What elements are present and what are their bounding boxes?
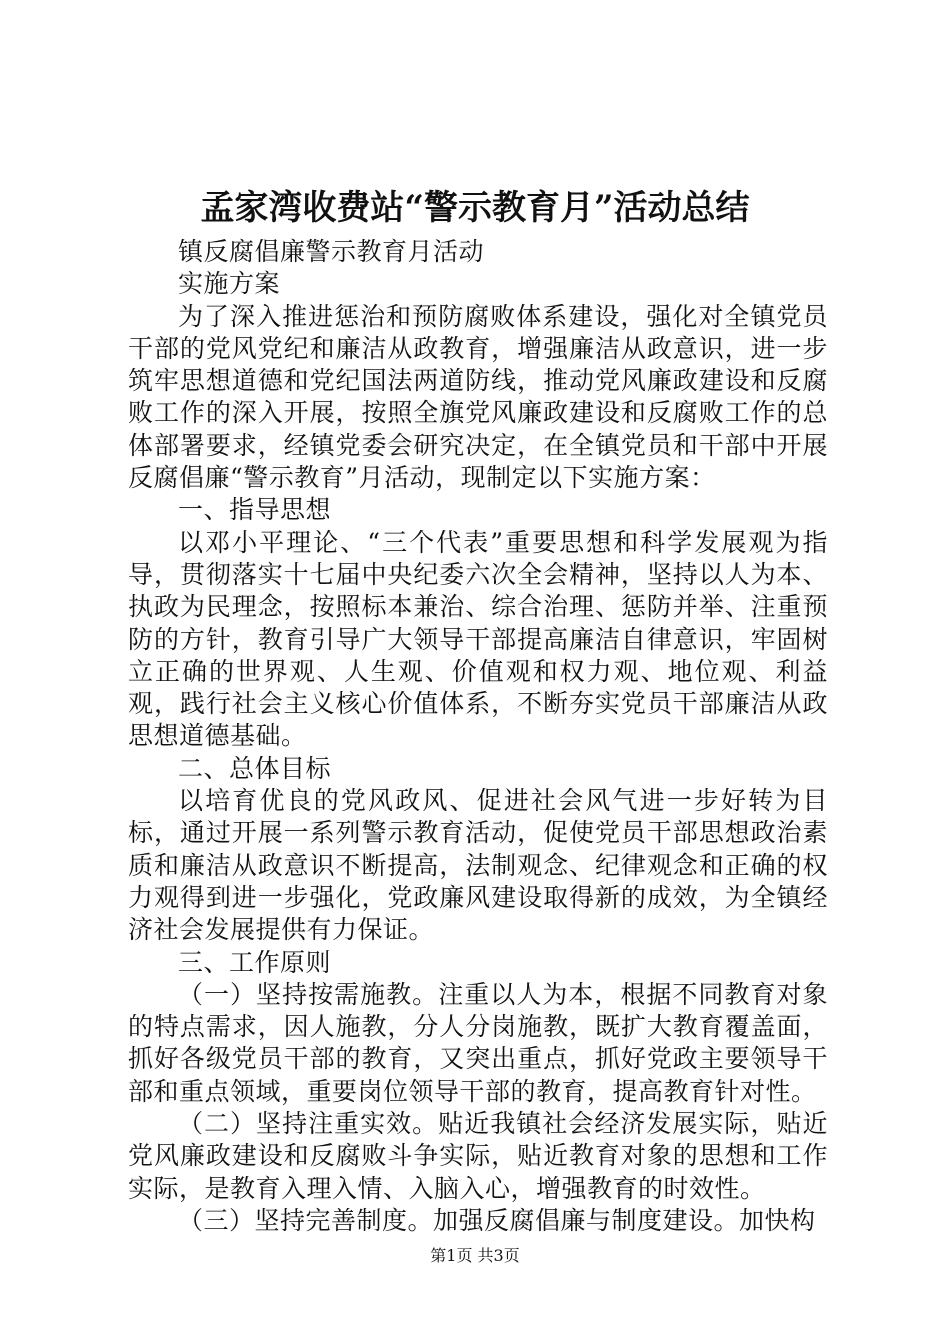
document-title: 孟家湾收费站“警示教育月”活动总结 xyxy=(200,188,750,228)
section-heading-work-principles: 三、工作原则 xyxy=(178,947,332,977)
paragraph-subtitle-2: 实施方案 xyxy=(178,269,281,299)
section-heading-guiding-ideology: 一、指导思想 xyxy=(178,495,332,525)
paragraph-subtitle-1: 镇反腐倡廉警示教育月活动 xyxy=(178,237,485,266)
section-heading-overall-goal: 二、总体目标 xyxy=(178,753,332,783)
paragraph-principle-1: （一）坚持按需施教。注重以人为本，根据不同教育对象的特点需求，因人施教，分人分岗施教，既扩大教育覆盖面，抓好各级党员干部的教育，又突出重点，抓好党政主要领导干部和重点领域，重要岗位领导干部的教育，提高教育针对性。 xyxy=(128,979,828,1106)
paragraph-guiding-ideology: 以邓小平理论、“三个代表”重要思想和科学发展观为指导，贯彻落实十七届中央纪委六次全会精神，坚持以人为本、执政为民理念，按照标本兼治、综合治理、惩防并举、注重预防的方针，教育引导广大领导干部提高廉洁自律意识，牢固树立正确的世界观、人生观、价值观和权力观、地位观、利益观，践行社会主义核心价值体系，不断夯实党员干部廉洁从政思想道德基础。 xyxy=(128,527,828,751)
paragraph-principle-2: （二）坚持注重实效。贴近我镇社会经济发展实际，贴近党风廉政建设和反腐败斗争实际，贴近教育对象的思想和工作实际，是教育入理入情、入脑入心，增强教育的时效性。 xyxy=(128,1109,828,1203)
paragraph-overall-goal: 以培育优良的党风政风、促进社会风气进一步好转为目标，通过开展一系列警示教育活动，促使党员干部思想政治素质和廉洁从政意识不断提高，法制观念、纪律观念和正确的权力观得到进一步强化，党政廉风建设取得新的成效，为全镇经济社会发展提供有力保证。 xyxy=(128,786,828,945)
paragraph-intro: 为了深入推进惩治和预防腐败体系建设，强化对全镇党员干部的党风党纪和廉洁从政教育，增强廉洁从政意识，进一步筑牢思想道德和党纪国法两道防线，推动党风廉政建设和反腐败工作的深入开展，按照全旗党风廉政建设和反腐败工作的总体部署要求，经镇党委会研究决定，在全镇党员和干部中开展反腐倡廉“警示教育”月活动，现制定以下实施方案： xyxy=(128,301,828,493)
document-body xyxy=(128,236,828,1237)
page-footer: 第1页 共3页 xyxy=(430,1246,520,1265)
paragraph-principle-3: （三）坚持完善制度。加强反腐倡廉与制度建设。加快构 xyxy=(178,1205,816,1235)
